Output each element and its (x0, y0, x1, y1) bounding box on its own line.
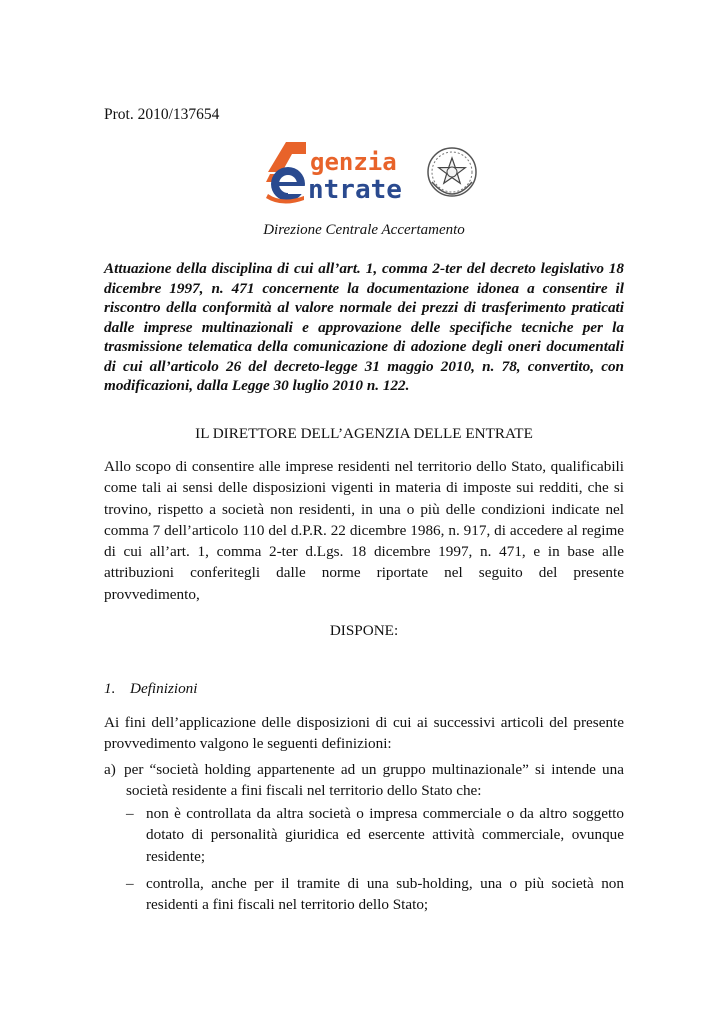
document-title: Attuazione della disciplina di cui all’art. 1, comma 2-ter del decreto legislativo 18 dicembre 1997, n. 471 concernente la documentazione idonea a consentire il riscontro della conformità al valore normale dei prezzi di trasferimento praticati dalle imprese multinazionali e approvazione delle specifiche tecniche per la trasmissione telematica della comunicazione di adozione degli oneri documentali di cui all’articolo 26 del decreto-legge 31 maggio 2010, n. 78, convertito, con modificazioni, dalla Legge 30 luglio 2010 n. 122. (104, 260, 624, 394)
sub-list-item-text: non è controllata da altra società o impresa commerciale o da altro soggetto dotato di personalità giuridica ed esercente attività commerciale, ovunque residente; (146, 805, 624, 865)
sub-list-item-text: controlla, anche per il tramite di una sub-holding, una o più società non residenti a fini fiscali nel territorio dello Stato; (146, 874, 624, 914)
department-name: Direzione Centrale Accertamento (263, 222, 465, 238)
section-title: Definizioni (130, 680, 198, 697)
dash-bullet-icon: – (126, 805, 134, 822)
list-item-text: per “società holding appartenente ad un gruppo multinazionale” si intende una società residente a fini fiscali nel territorio dello Stato che: (124, 761, 624, 800)
dispone-heading: DISPONE: (329, 622, 399, 639)
logo-text-bottom: ntrate (308, 175, 402, 204)
logo-text-top: genzia (310, 148, 397, 176)
sub-list-item (126, 873, 624, 916)
sub-list (126, 803, 624, 921)
section-1-lead: Ai fini dell’applicazione delle disposizioni di cui ai successivi articoli del presente provvedimento valgono le seguenti definizioni: (104, 714, 624, 753)
agenzia-entrate-logo-graphic (262, 142, 488, 204)
list-marker: a) (104, 761, 116, 778)
protocol-number: Prot. 2010/137654 (104, 106, 220, 123)
dash-bullet-icon: – (126, 874, 134, 892)
agenzia-entrate-logo (262, 142, 488, 204)
section-number: 1. (104, 680, 116, 697)
sub-list-item (126, 803, 624, 867)
list-item-a (104, 759, 624, 802)
section-1-heading (104, 680, 624, 698)
director-heading: IL DIRETTORE DELL’AGENZIA DELLE ENTRATE (195, 425, 533, 442)
intro-paragraph: Allo scopo di consentire alle imprese residenti nel territorio dello Stato, qualificabili come tali ai sensi delle disposizioni vigenti in materia di imposte sui redditi, che si trovino, rispetto a società non residenti, in una o più delle condizioni indicate nel comma 7 dell’articolo 110 del d.P.R. 22 dicembre 1986, n. 917, di accedere al regime di cui all’art. 1, comma 2-ter d.Lgs. 18 dicembre 1997, n. 471, e in base alle attribuzioni conferitegli dalle norme riportate nel seguito del presente provvedimento, (104, 458, 624, 603)
italian-republic-emblem-icon (428, 148, 476, 196)
